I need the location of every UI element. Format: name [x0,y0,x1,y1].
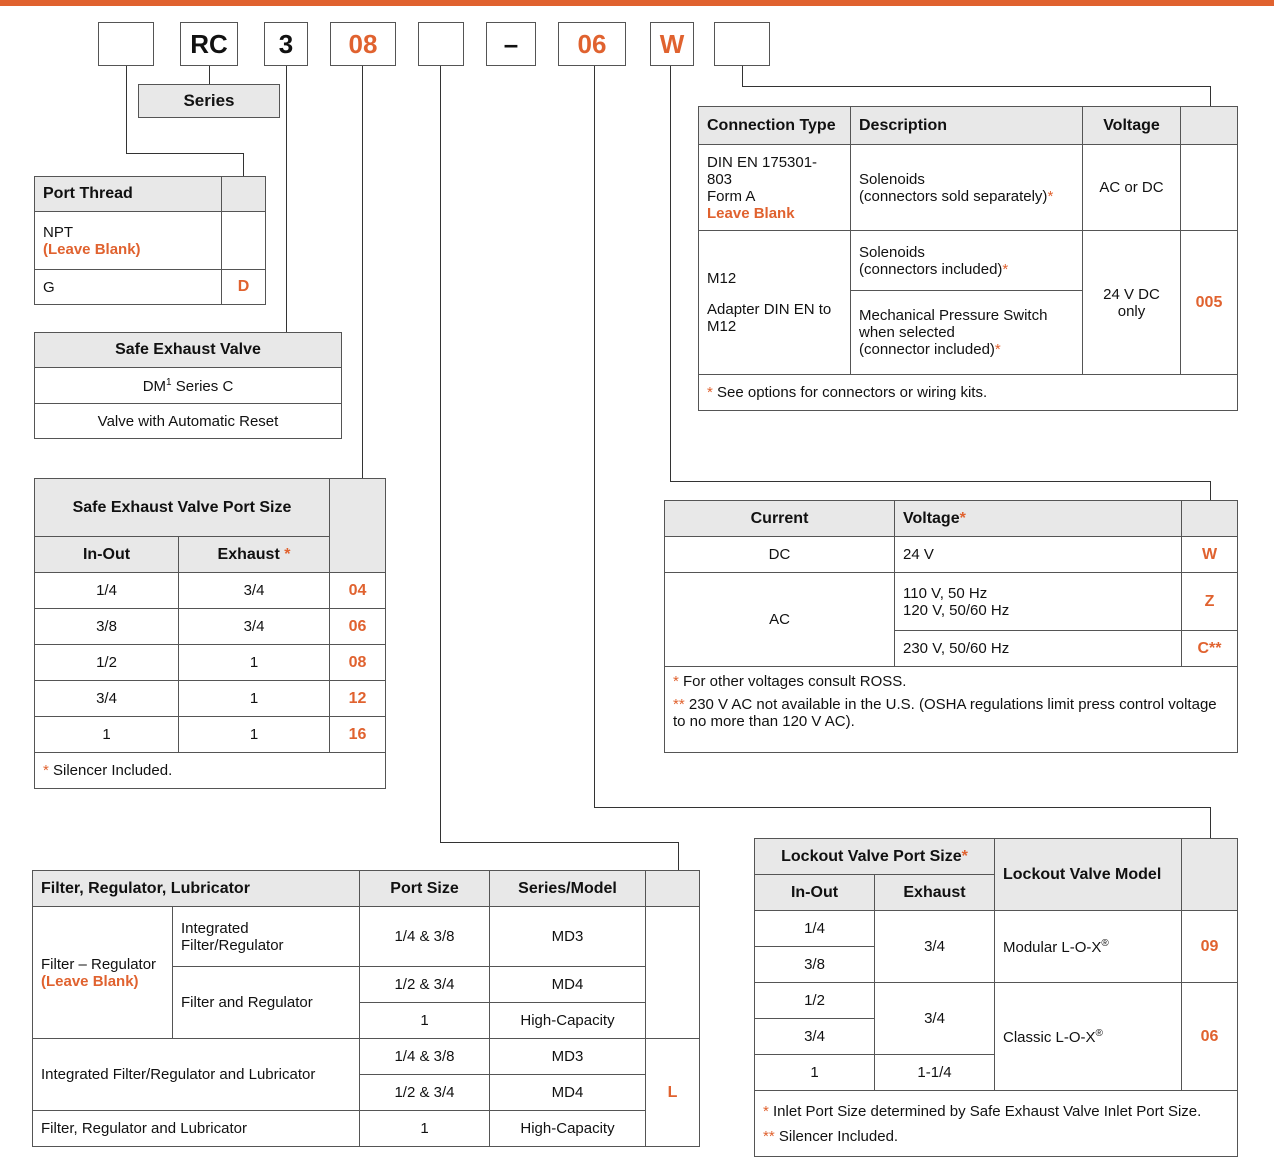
sev-port-row: 3/8 [35,609,179,645]
conn-din-volt: AC or DC [1083,145,1181,231]
frl-series: High-Capacity [490,1003,646,1039]
connector-line [594,807,1210,808]
conn-m12-a: M12 [707,270,737,287]
conn-note [699,375,1238,411]
lo-col-ex: Exhaust [875,875,995,911]
frl-integrated: Integrated Filter/Regulator [173,907,360,967]
connector-line [1210,86,1211,106]
lo-row-in: 1 [755,1055,875,1091]
conn-din [699,145,851,231]
frl-header: Filter, Regulator, Lubricator [33,871,360,907]
lo-header-label: Lockout Valve Port Size [781,847,962,865]
frl-series: MD3 [490,1039,646,1075]
lo-code-header [1182,839,1238,911]
lo-note2-star: ** [763,1127,775,1145]
conn-m12-code: 005 [1181,231,1238,375]
conn-din-code [1181,145,1238,231]
code-box-series: 3 [264,22,308,66]
connector-line [742,66,743,86]
lo-row-in: 1/4 [755,911,875,947]
conn-mps-desc-b [859,341,1074,358]
conn-mps-desc-a: Mechanical Pressure Switch when selected [859,307,1048,341]
lo-notes [755,1091,1238,1157]
cur-note2-star: ** [673,696,685,713]
sev-port-col-in: In-Out [35,537,179,573]
lo-model2 [995,983,1182,1091]
connector-line [243,153,244,176]
frl-table [32,870,700,1147]
code-box-frl [418,22,464,66]
code-box-port-thread [98,22,154,66]
conn-col-volt: Voltage [1083,107,1181,145]
port-thread-table [34,176,266,305]
safe-exhaust-valve-table [34,332,342,439]
frl-filter-regulator [33,907,173,1039]
connector-line [670,481,1210,482]
code-box-dash: – [486,22,536,66]
frl-port: 1/2 & 3/4 [360,1075,490,1111]
connector-line [678,842,679,870]
sev-port-row-ex: 1 [179,645,330,681]
code-box-connection [714,22,770,66]
sev-port-row: 1/4 [35,573,179,609]
cur-col-volt-star: * [959,509,966,527]
frl-series: MD4 [490,1075,646,1111]
connector-line [1210,481,1211,501]
frl-filter-and-regulator: Filter and Regulator [173,967,360,1039]
port-thread-npt [35,212,222,270]
cur-note2 [673,696,1229,730]
lo-model2-text: Classic L-O-X [1003,1028,1096,1046]
connector-line [670,66,671,482]
conn-m12-desc-b-text: (connectors included) [859,260,1003,278]
port-thread-npt-code [222,212,266,270]
lo-row-in: 3/4 [755,1019,875,1055]
sev-port-row-ex: 3/4 [179,609,330,645]
conn-col-type: Connection Type [699,107,851,145]
frl-code-blank [646,907,700,1039]
conn-m12-volt: 24 V DC only [1083,231,1181,375]
lo-note1-star: * [763,1102,769,1120]
code-box-voltage: W [650,22,694,66]
cur-dc-code: W [1182,537,1238,573]
frl-fr-note: (Leave Blank) [41,972,139,990]
cur-note1-star: * [673,673,679,690]
frl-code-header [646,871,700,907]
cur-ac-volt1a: 110 V, 50 Hz [903,584,988,602]
connector-line [742,86,1210,87]
connector-line [440,842,678,843]
sev-port-row-code: 16 [330,717,386,753]
conn-note-text: See options for connectors or wiring kits. [712,384,988,401]
cur-ac-volt2: 230 V, 50/60 Hz [895,631,1182,667]
sev-port-size-table [34,478,386,789]
sev-row-auto-reset: Valve with Automatic Reset [35,404,342,439]
cur-ac-volt1b: 120 V, 50/60 Hz [903,601,1010,619]
frl-col-series: Series/Model [490,871,646,907]
conn-m12-desc-star: * [1002,260,1009,278]
port-thread-g: G [35,270,222,305]
conn-din-b: Form A [707,187,756,205]
code-box-lockout: 06 [558,22,626,66]
connector-line [594,66,595,808]
connector-line [126,153,244,154]
conn-col-desc: Description [851,107,1083,145]
conn-din-desc-a: Solenoids [859,170,925,188]
frl-separate: Filter, Regulator and Lubricator [33,1111,360,1147]
cur-note1 [673,673,1229,690]
cur-dc-volt: 24 V [895,537,1182,573]
port-thread-g-code: D [222,270,266,305]
cur-notes [665,667,1238,753]
sev-series-c: Series C [171,377,234,395]
frl-port: 1/4 & 3/8 [360,907,490,967]
current-voltage-table [664,500,1238,753]
connector-line [440,66,441,842]
lo-ex1: 3/4 [875,911,995,983]
cur-ac: AC [665,573,895,667]
conn-din-desc-b-text: (connectors sold separately) [859,187,1048,205]
sev-port-note-text: Silencer Included. [48,762,173,779]
frl-port: 1 [360,1003,490,1039]
cur-ac-volt1 [895,573,1182,631]
cur-note2-text: 230 V AC not available in the U.S. (OSHA regulations limit press control voltage to no more than 120 V AC). [673,696,1217,730]
port-thread-header: Port Thread [35,177,222,212]
conn-din-desc [851,145,1083,231]
conn-mps-desc-b-text: (connector included) [859,341,995,358]
sev-port-row-code: 12 [330,681,386,717]
sev-port-note [35,753,386,789]
lo-model1-text: Modular L-O-X [1003,938,1102,956]
connector-line [209,66,210,84]
frl-fr-label: Filter – Regulator [41,955,157,973]
sev-port-row-code: 06 [330,609,386,645]
sev-port-row-code: 04 [330,573,386,609]
sev-dm: DM [142,377,167,395]
conn-m12-b: Adapter DIN EN to M12 [707,301,832,335]
code-box-rc: RC [180,22,238,66]
frl-port: 1/4 & 3/8 [360,1039,490,1075]
port-thread-code-header [222,177,266,212]
cur-ac-code1: Z [1182,573,1238,631]
frl-series: MD3 [490,907,646,967]
conn-mps-desc-star: * [994,341,1001,358]
lo-note1-text: Inlet Port Size determined by Safe Exhaust Valve Inlet Port Size. [768,1102,1202,1120]
sev-header: Safe Exhaust Valve [35,333,342,368]
sev-port-row: 1/2 [35,645,179,681]
cur-col-volt-label: Voltage [903,509,960,527]
conn-code-header [1181,107,1238,145]
code-box-port-size: 08 [330,22,396,66]
connector-line [362,66,363,480]
cur-col-volt [895,501,1182,537]
cur-code-header [1182,501,1238,537]
connection-type-table [698,106,1238,411]
lo-ex2: 3/4 [875,983,995,1055]
conn-din-desc-b [859,188,1074,205]
sev-port-header: Safe Exhaust Valve Port Size [35,479,330,537]
lo-note2 [763,1128,1229,1145]
sev-port-col-ex-star: * [284,545,291,563]
frl-ifrl: Integrated Filter/Regulator and Lubricator [33,1039,360,1111]
conn-mps-desc [851,291,1083,375]
series-label: Series [138,84,280,118]
lo-model2-reg: ® [1095,1027,1103,1039]
sev-dm-footnote: 1 [166,376,172,388]
sev-port-row-ex: 3/4 [179,573,330,609]
top-accent-bar [0,0,1274,6]
conn-m12-desc [851,231,1083,291]
sev-port-row: 1 [35,717,179,753]
cur-note1-text: For other voltages consult ROSS. [678,673,907,690]
cur-ac-code2: C** [1182,631,1238,667]
sev-port-row-code: 08 [330,645,386,681]
lo-col-in: In-Out [755,875,875,911]
lo-note2-text: Silencer Included. [774,1127,899,1145]
cur-dc: DC [665,537,895,573]
port-thread-npt-name: NPT [43,223,73,241]
sev-port-note-star: * [43,762,49,779]
frl-series: MD4 [490,967,646,1003]
lo-ex3: 1-1/4 [875,1055,995,1091]
conn-m12 [699,231,851,375]
lo-code1: 09 [1182,911,1238,983]
port-thread-npt-note: (Leave Blank) [43,240,141,258]
lo-row-in: 1/2 [755,983,875,1019]
connector-line [1210,807,1211,839]
sev-port-row: 3/4 [35,681,179,717]
lo-note1 [763,1103,1229,1120]
conn-note-star: * [707,384,713,401]
frl-port: 1/2 & 3/4 [360,967,490,1003]
lo-model1 [995,911,1182,983]
lo-row-in: 3/8 [755,947,875,983]
frl-code-l: L [646,1039,700,1147]
conn-m12-desc-a: Solenoids [859,243,925,261]
lo-model1-reg: ® [1101,937,1109,949]
conn-din-desc-star: * [1047,187,1054,205]
sev-row-dm [35,368,342,404]
conn-din-a: DIN EN 175301-803 [707,153,818,188]
sev-port-col-ex-label: Exhaust [217,545,280,563]
frl-col-port: Port Size [360,871,490,907]
connector-line [126,66,127,154]
lo-code2: 06 [1182,983,1238,1091]
sev-port-row-ex: 1 [179,681,330,717]
sev-port-col-ex [179,537,330,573]
lo-header-star: * [961,847,968,865]
lo-header [755,839,995,875]
sev-port-code-header [330,479,386,573]
connector-line [286,66,287,332]
sev-port-row-ex: 1 [179,717,330,753]
conn-m12-desc-b [859,261,1074,278]
lockout-valve-table [754,838,1238,1157]
lo-col-model: Lockout Valve Model [995,839,1182,911]
frl-series: High-Capacity [490,1111,646,1147]
cur-col-current: Current [665,501,895,537]
conn-din-leave-blank: Leave Blank [707,204,795,222]
frl-port: 1 [360,1111,490,1147]
